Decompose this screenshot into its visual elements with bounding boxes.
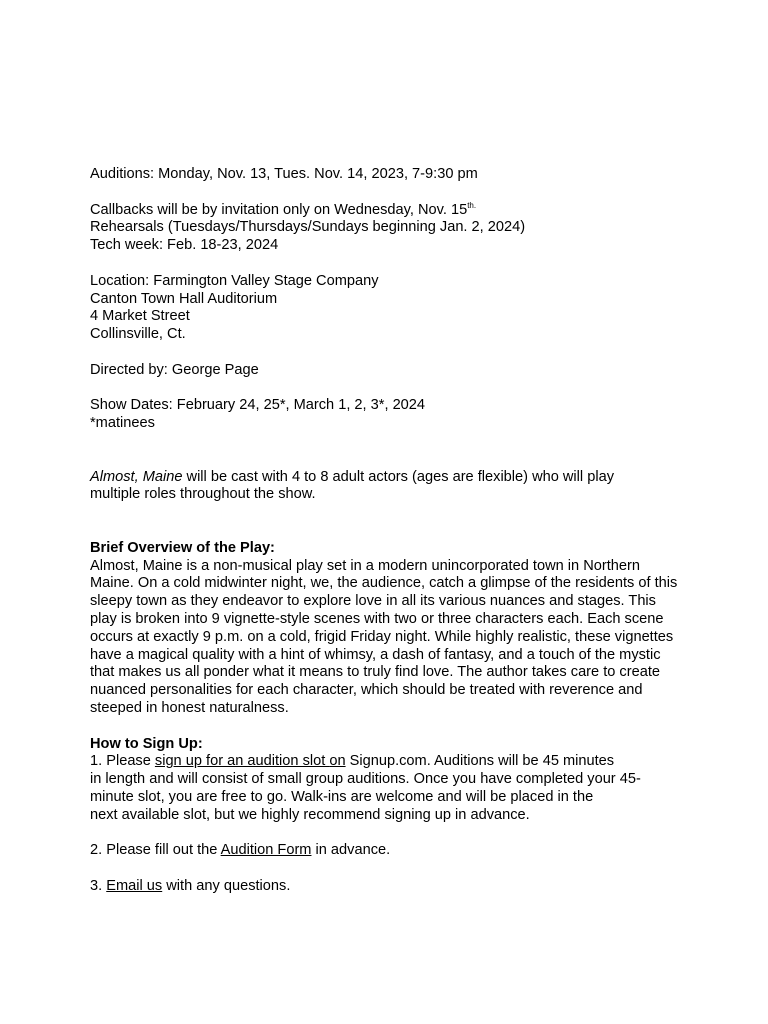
step2-suffix: in advance.	[311, 842, 391, 859]
signup-step-3	[90, 878, 690, 896]
callbacks-text: Callbacks will be by invitation only on Wednesday, Nov. 15	[90, 201, 468, 218]
signup-heading: How to Sign Up:	[90, 735, 203, 752]
spacer	[90, 255, 690, 273]
step1-prefix: 1. Please	[90, 753, 155, 770]
spacer	[90, 344, 690, 362]
callbacks-line	[90, 202, 690, 220]
document-page	[90, 166, 690, 896]
signup-step-2	[90, 842, 690, 860]
step2-prefix: 2. Please fill out the	[90, 842, 221, 859]
location-line-3: 4 Market Street	[90, 308, 190, 325]
show-dates-line: Show Dates: February 24, 25*, March 1, 2, 3*, 2024	[90, 397, 426, 414]
signup-step-1	[90, 753, 690, 771]
spacer	[90, 433, 690, 469]
rehearsals-line: Rehearsals (Tuesdays/Thursdays/Sundays beginning Jan. 2, 2024)	[90, 219, 526, 236]
spacer	[90, 184, 690, 202]
cast-paragraph	[90, 469, 650, 505]
location-line-4: Collinsville, Ct.	[90, 326, 186, 343]
audition-form-link[interactable]: Audition Form	[220, 842, 312, 859]
location-line-1: Location: Farmington Valley Stage Company	[90, 272, 379, 289]
step1-rest-a: Signup.com. Auditions will be 45 minutes	[345, 753, 615, 770]
step1-on: on	[329, 753, 346, 770]
step3-suffix: with any questions.	[162, 877, 291, 894]
cast-text: will be cast with 4 to 8 adult actors (ages are flexible) who will play multiple roles throughout the show.	[90, 468, 614, 503]
spacer	[90, 718, 690, 736]
callbacks-superscript: th.	[467, 200, 477, 210]
overview-body: Almost, Maine is a non-musical play set in a modern unincorporated town in Northern Maine. On a cold midwinter night, we, the audience, catch a glimpse of the residents of this sleepy town as they endeavor to explore love in all its various nuances and stages. This play is broken into 9 vignette-style scenes with two or three characters each. Each scene occurs at exactly 9 p.m. on a cold, frigid Friday night. While highly realistic, these vignettes have a magical quality with a hint of whimsy, a dash of fantasy, and a touch of the mystic that makes us all ponder what it means to truly find love. The author takes care to create nuanced personalities for each character, which should be treated with reverence and steeped in honest naturalness.	[90, 557, 678, 716]
audition-slot-link[interactable]: sign up for an audition slot	[154, 753, 330, 770]
overview-heading: Brief Overview of the Play:	[90, 539, 275, 556]
spacer	[90, 504, 690, 540]
director-line: Directed by: George Page	[90, 361, 259, 378]
spacer	[90, 860, 690, 878]
spacer	[90, 380, 690, 398]
spacer	[90, 824, 690, 842]
play-title: Almost, Maine	[90, 468, 183, 485]
signup-step-1-cont-3: next available slot, but we highly recommend signing up in advance.	[90, 806, 530, 823]
location-line-2: Canton Town Hall Auditorium	[90, 290, 278, 307]
email-us-link[interactable]: Email us	[106, 877, 163, 894]
auditions-line: Auditions: Monday, Nov. 13, Tues. Nov. 14, 2023, 7-9:30 pm	[90, 166, 478, 182]
matinees-note: *matinees	[90, 415, 155, 432]
signup-step-1-cont-2: minute slot, you are free to go. Walk-ins are welcome and will be placed in the	[90, 788, 594, 805]
signup-step-1-cont-1: in length and will consist of small group auditions. Once you have completed your 45-	[90, 771, 641, 788]
step3-prefix: 3.	[90, 877, 107, 894]
tech-week-line: Tech week: Feb. 18-23, 2024	[90, 237, 279, 254]
